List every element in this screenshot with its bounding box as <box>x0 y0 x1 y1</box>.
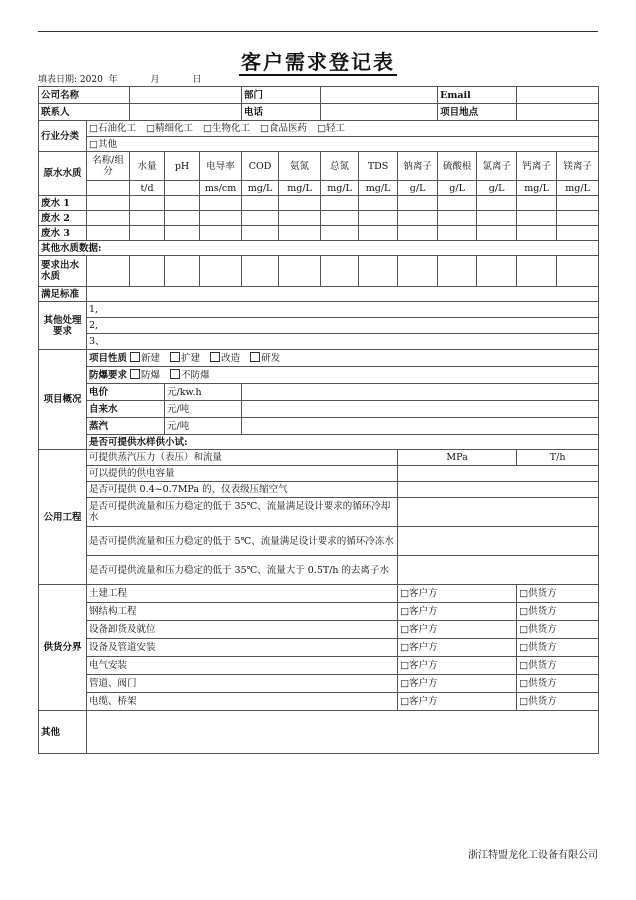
supply-item: 设备及管道安装 <box>87 639 398 657</box>
explosion-proof-checkbox[interactable]: 防爆 <box>130 370 160 381</box>
utility-power-answer[interactable] <box>398 466 599 482</box>
industry-option[interactable]: □食品医药 <box>260 123 308 134</box>
unit-cell <box>165 181 200 196</box>
header-conductivity: 电导率 <box>200 152 242 181</box>
utility-deionized-question: 是否可提供流量和压力稳定的低于 35℃、流量大于 0.5T/h 的去离子水 <box>87 556 398 585</box>
phone-field[interactable] <box>321 104 438 121</box>
header-volume: 水量 <box>130 152 165 181</box>
contact-label: 联系人 <box>39 104 130 121</box>
meet-standard-field[interactable] <box>87 287 599 302</box>
project-location-field[interactable] <box>517 104 599 121</box>
vendor-checkbox[interactable]: □供货方 <box>517 693 599 711</box>
project-overview-label: 项目概况 <box>39 350 87 450</box>
other-label: 其他 <box>39 711 87 754</box>
project-location-label: 项目地点 <box>438 104 517 121</box>
explosion-row <box>87 367 599 384</box>
non-explosion-proof-checkbox[interactable]: 不防爆 <box>170 370 210 381</box>
utility-chilled-question: 是否可提供流量和压力稳定的低于 5℃、流量满足设计要求的循环冷冻水 <box>87 527 398 556</box>
client-checkbox[interactable]: □客户方 <box>398 657 517 675</box>
unit-cell: mg/L <box>557 181 599 196</box>
electricity-price-label: 电价 <box>87 384 165 401</box>
vendor-checkbox[interactable]: □供货方 <box>517 675 599 693</box>
unit-cell: t/d <box>130 181 165 196</box>
unit-cell: mg/L <box>279 181 321 196</box>
requirement-form <box>38 86 599 754</box>
nature-expand-checkbox[interactable]: 扩建 <box>170 353 200 364</box>
steam-pressure-unit[interactable]: MPa <box>398 450 517 466</box>
supply-item: 钢结构工程 <box>87 603 398 621</box>
nature-retrofit-checkbox[interactable]: 改造 <box>210 353 240 364</box>
supply-item: 管道、阀门 <box>87 675 398 693</box>
unit-cell: mg/L <box>359 181 398 196</box>
supply-item: 土建工程 <box>87 585 398 603</box>
supply-scope-label: 供货分界 <box>39 585 87 711</box>
contact-field[interactable] <box>130 104 242 121</box>
utility-air-answer[interactable] <box>398 482 599 498</box>
header-ammonia: 氨氮 <box>279 152 321 181</box>
client-checkbox[interactable]: □客户方 <box>398 675 517 693</box>
checkbox-icon <box>130 352 140 362</box>
water-sample-question[interactable]: 是否可提供水样供小试: <box>87 435 599 450</box>
utility-cooling-question: 是否可提供流量和压力稳定的低于 35℃、流量满足设计要求的循环冷却水 <box>87 498 398 527</box>
unit-cell: mg/L <box>517 181 557 196</box>
nature-new-checkbox[interactable]: 新建 <box>130 353 160 364</box>
wastewater-2-label: 废水 2 <box>39 211 87 226</box>
header-cod: COD <box>242 152 279 181</box>
unit-cell: ms/cm <box>200 181 242 196</box>
industry-label: 行业分类 <box>39 121 87 152</box>
header-magnesium: 镁离子 <box>557 152 599 181</box>
client-checkbox[interactable]: □客户方 <box>398 603 517 621</box>
header-component: 名称/组分 <box>87 152 130 181</box>
other-requirement-3[interactable]: 3、 <box>87 334 599 350</box>
steam-price-unit[interactable]: 元/吨 <box>165 418 242 435</box>
tap-water-price-label: 自来水 <box>87 401 165 418</box>
top-rule <box>38 31 598 32</box>
vendor-checkbox[interactable]: □供货方 <box>517 585 599 603</box>
meet-standard-label: 满足标准 <box>39 287 87 302</box>
industry-other[interactable]: □其他 <box>87 137 599 152</box>
client-checkbox[interactable]: □客户方 <box>398 621 517 639</box>
other-requirement-1[interactable]: 1, <box>87 302 599 318</box>
electricity-price-unit[interactable]: 元/kw.h <box>165 384 242 401</box>
nature-rd-checkbox[interactable]: 研发 <box>250 353 280 364</box>
utilities-label: 公用工程 <box>39 450 87 585</box>
tap-water-price-unit[interactable]: 元/吨 <box>165 401 242 418</box>
wastewater-3-label: 废水 3 <box>39 226 87 241</box>
email-field[interactable] <box>517 87 599 104</box>
checkbox-icon <box>130 369 140 379</box>
header-calcium: 钙离子 <box>517 152 557 181</box>
other-quality-data[interactable]: 其他水质数据: <box>39 241 599 256</box>
other-requirement-2[interactable]: 2, <box>87 318 599 334</box>
fill-date: 填表日期: 2020 年 月 日 <box>38 75 202 85</box>
project-nature-label: 项目性质 <box>89 353 128 364</box>
other-requirements-label: 其他处理要求 <box>39 302 87 350</box>
industry-option[interactable]: □生物化工 <box>203 123 251 134</box>
client-checkbox[interactable]: □客户方 <box>398 639 517 657</box>
wastewater-1-label: 废水 1 <box>39 196 87 211</box>
header-ph: pH <box>165 152 200 181</box>
supply-item: 电缆、桥架 <box>87 693 398 711</box>
header-sulfate: 硫酸根 <box>438 152 477 181</box>
industry-option[interactable]: □石油化工 <box>89 123 136 134</box>
project-nature-row <box>87 350 599 367</box>
department-field[interactable] <box>321 87 438 104</box>
supply-item: 电气安装 <box>87 657 398 675</box>
email-label: Email <box>438 87 517 104</box>
client-checkbox[interactable]: □客户方 <box>398 585 517 603</box>
checkbox-icon <box>210 352 220 362</box>
unit-cell: g/L <box>477 181 517 196</box>
company-name-label: 公司名称 <box>39 87 130 104</box>
header-tds: TDS <box>359 152 398 181</box>
vendor-checkbox[interactable]: □供货方 <box>517 657 599 675</box>
unit-cell <box>87 181 130 196</box>
utility-cooling-answer[interactable] <box>398 498 599 527</box>
header-sodium: 钠离子 <box>398 152 438 181</box>
form-title: 客户需求登记表 <box>241 50 395 74</box>
utility-chilled-answer[interactable] <box>398 527 599 556</box>
phone-label: 电话 <box>242 104 321 121</box>
checkbox-icon <box>170 369 180 379</box>
supply-item: 设备卸货及就位 <box>87 621 398 639</box>
industry-options[interactable] <box>87 121 599 137</box>
header-total-nitrogen: 总氮 <box>321 152 359 181</box>
vendor-checkbox[interactable]: □供货方 <box>517 621 599 639</box>
client-checkbox[interactable]: □客户方 <box>398 693 517 711</box>
utility-power-question: 可以提供的供电容量 <box>87 466 398 482</box>
industry-option[interactable]: □轻工 <box>317 123 346 134</box>
steam-flow-unit[interactable]: T/h <box>517 450 599 466</box>
unit-cell: mg/L <box>321 181 359 196</box>
company-footer: 浙江特盟龙化工设备有限公司 <box>468 850 598 861</box>
checkbox-icon <box>170 352 180 362</box>
department-label: 部门 <box>242 87 321 104</box>
industry-option[interactable]: □精细化工 <box>146 123 193 134</box>
checkbox-icon <box>250 352 260 362</box>
steam-price-label: 蒸汽 <box>87 418 165 435</box>
vendor-checkbox[interactable]: □供货方 <box>517 603 599 621</box>
raw-water-label: 原水水质 <box>39 152 87 196</box>
header-chloride: 氯离子 <box>477 152 517 181</box>
utility-air-question: 是否可提供 0.4~0.7MPa 的、仪表级压缩空气 <box>87 482 398 498</box>
company-name-field[interactable] <box>130 87 242 104</box>
utility-steam-question: 可提供蒸汽压力（表压）和流量 <box>87 450 398 466</box>
explosion-label: 防爆要求 <box>89 370 128 381</box>
outlet-quality-label: 要求出水水质 <box>39 256 87 287</box>
unit-cell: g/L <box>398 181 438 196</box>
unit-cell: g/L <box>438 181 477 196</box>
other-field[interactable] <box>87 711 599 754</box>
utility-deionized-answer[interactable] <box>398 556 599 585</box>
vendor-checkbox[interactable]: □供货方 <box>517 639 599 657</box>
unit-cell: mg/L <box>242 181 279 196</box>
